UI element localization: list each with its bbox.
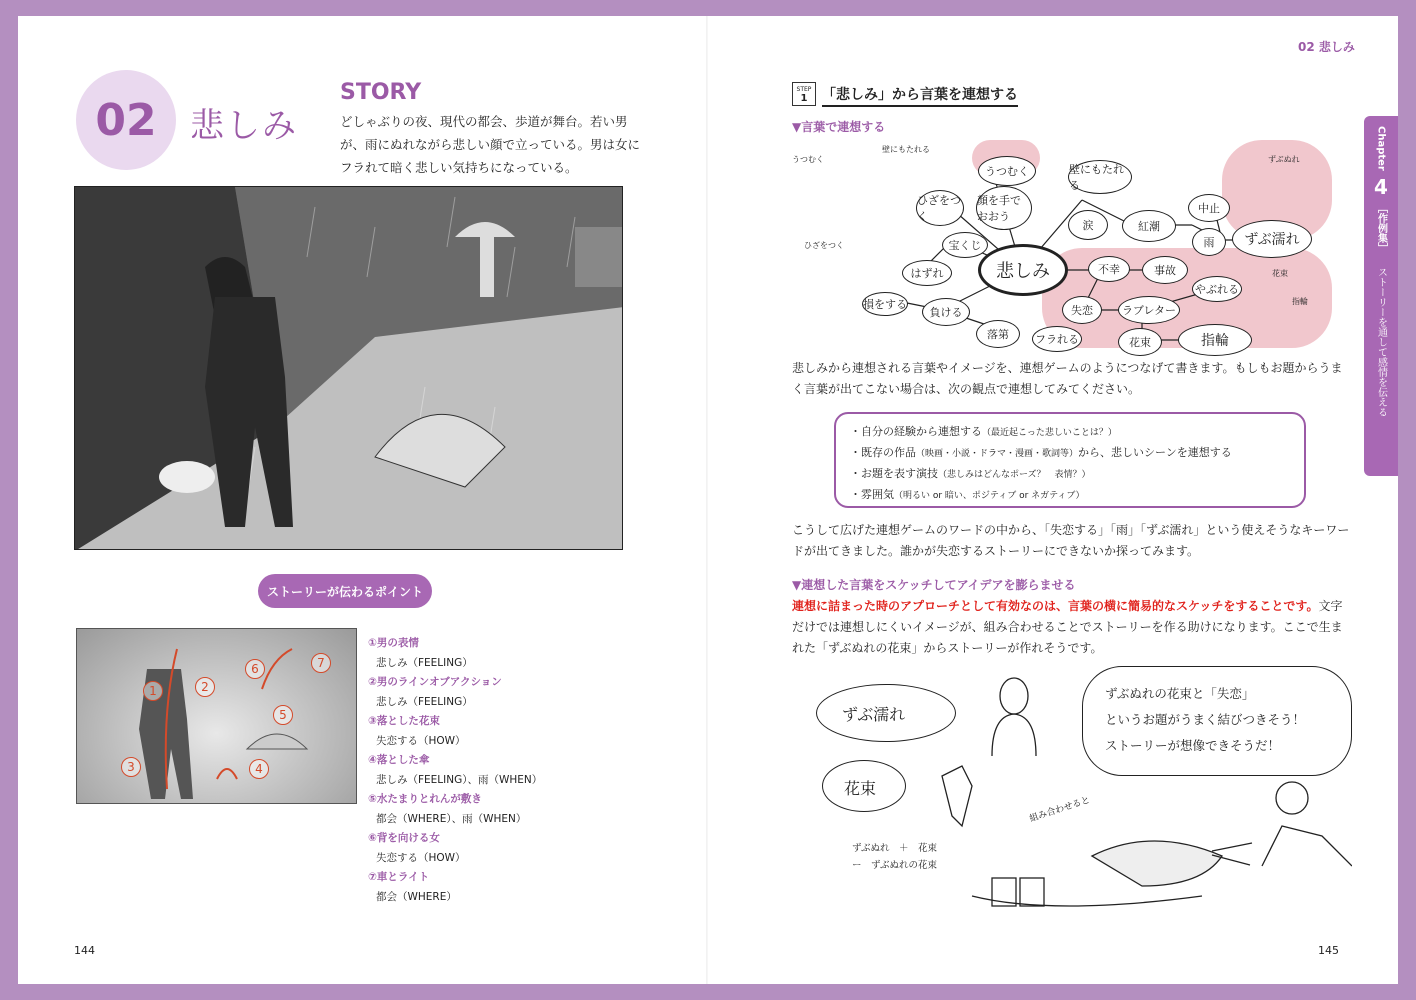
- sketch-note: 壁にもたれる: [882, 145, 930, 154]
- sketch-word-1: ずぶ濡れ: [842, 705, 906, 724]
- right-page: [708, 16, 1398, 984]
- sketch-word-2: 花束: [844, 779, 877, 798]
- paragraph-2: こうして広げた連想ゲームのワードの中から、「失恋する」「雨」「ずぶ濡れ」という使えそうなキーワードが出てきました。誰かが失恋するストーリーにできないか探ってみます。: [792, 523, 1350, 558]
- page-number: 145: [1318, 944, 1339, 957]
- point-heading: ②男のラインオブアクション: [368, 676, 502, 688]
- mind-map-word: 指輪: [1178, 324, 1252, 356]
- point-value: 都会（WHERE）: [376, 890, 457, 903]
- paragraph-1: 悲しみから連想される言葉やイメージを、連想ゲームのようにつなげて書きます。もしもお題からうまく言葉が出てこない場合は、次の観点で連想してみてください。: [792, 361, 1343, 396]
- story-label: STORY: [340, 80, 422, 105]
- point-value: 都会（WHERE）、雨（WHEN）: [376, 812, 527, 825]
- main-illustration: [74, 186, 623, 550]
- running-header: 02 悲しみ: [1298, 40, 1355, 54]
- sketch-note: うつむく: [792, 155, 824, 164]
- story-points-list: [368, 634, 568, 907]
- point-heading: ⑥背を向ける女: [368, 832, 440, 844]
- sketch-note: ひざをつく: [804, 241, 844, 250]
- sketch-note: 花束: [1272, 269, 1288, 278]
- mind-map-word: 宝くじ: [942, 232, 988, 258]
- speech-bubble: [1082, 666, 1352, 776]
- rain-scene-drawing: [75, 187, 623, 550]
- subheading-sketch: ▼連想した言葉をスケッチしてアイデアを膨らませる: [792, 578, 1076, 592]
- page-number: 144: [74, 944, 95, 957]
- mind-map-word: 壁にもたれる: [1068, 160, 1132, 194]
- mind-map-word: 雨: [1192, 228, 1226, 256]
- sketch-note: ずぶぬれ: [1268, 155, 1300, 164]
- sketch-note: 指輪: [1292, 297, 1308, 306]
- annotated-thumbnail: [76, 628, 357, 804]
- mind-map-word: うつむく: [978, 156, 1036, 186]
- mind-map-word: 紅潮: [1122, 210, 1176, 242]
- marker-4: 4: [249, 759, 269, 779]
- mind-map-center: 悲しみ: [978, 244, 1068, 296]
- mind-map-word: 負ける: [922, 298, 970, 326]
- speech-line: ずぶぬれの花束と「失恋」: [1105, 686, 1255, 701]
- tip-item: ・お題を表す演技（悲しみはどんなポーズ？ 表情？）: [850, 467, 1091, 480]
- point-value: 失恋する（HOW）: [376, 851, 466, 864]
- story-text: どしゃぶりの夜、現代の都会、歩道が舞台。若い男が、雨にぬれながら悲しい顔で立っている。男は女にフラれて暗く悲しい気持ちになっている。: [340, 114, 641, 175]
- chapter-number-badge: 02: [76, 70, 176, 170]
- marker-5: 5: [273, 705, 293, 725]
- sketch-area: [792, 666, 1352, 936]
- mind-map-word: 花束: [1118, 328, 1162, 356]
- marker-1: 1: [143, 681, 163, 701]
- point-value: 悲しみ（FEELING）、雨（WHEN）: [376, 773, 543, 786]
- mind-map-word: 失恋: [1062, 296, 1102, 324]
- point-heading: ④落とした傘: [368, 754, 430, 766]
- step-box: [792, 82, 816, 106]
- chapter-number: 4: [1374, 174, 1388, 199]
- step-label: STEP: [796, 86, 812, 93]
- step-number: 1: [800, 93, 808, 104]
- left-page: [18, 16, 708, 984]
- subheading-association: ▼言葉で連想する: [792, 120, 886, 134]
- mind-map-word: ひざをつく: [916, 190, 964, 226]
- mind-map-word: 落第: [976, 320, 1020, 348]
- point-value: 悲しみ（FEELING）: [376, 656, 473, 669]
- mind-map-word: 不幸: [1088, 256, 1130, 282]
- paragraph-3: [792, 596, 1352, 659]
- chapter-tab: [1364, 116, 1398, 476]
- equation-line-1: ずぶぬれ ＋ 花束: [852, 843, 938, 854]
- paragraph-3-emphasis: 連想に詰まった時のアプローチとして有効なのは、言葉の横に簡易的なスケッチをすることです。: [792, 599, 1319, 613]
- mind-map-word: 事故: [1142, 256, 1188, 284]
- mind-map-word: やぶれる: [1192, 276, 1242, 302]
- speech-line: というお題がうまく結びつきそう！: [1105, 712, 1306, 727]
- marker-6: 6: [245, 659, 265, 679]
- chapter-sub: ［作例集］: [1375, 202, 1387, 253]
- chapter-desc: ストーリーを通して感情を伝える: [1375, 266, 1387, 417]
- page-title: 悲しみ: [190, 106, 298, 146]
- chapter-word: Chapter: [1375, 126, 1387, 171]
- association-tips-box: [834, 412, 1306, 508]
- equation-line-2: ー ずぶぬれの花束: [852, 860, 938, 871]
- marker-2: 2: [195, 677, 215, 697]
- point-heading: ①男の表情: [368, 637, 419, 649]
- step-title: 「悲しみ」から言葉を連想する: [822, 84, 1018, 107]
- mind-map-word: 涙: [1068, 210, 1108, 240]
- tip-item: ・雰囲気（明るい or 暗い、ポジティブ or ネガティブ）: [850, 488, 1085, 501]
- mind-map-word: はずれ: [902, 260, 952, 286]
- tip-item: ・自分の経験から連想する（最近起こった悲しいことは？）: [850, 425, 1117, 438]
- combine-note: 組み合わせると: [1028, 795, 1092, 825]
- speech-line: ストーリーが想像できそうだ！: [1105, 738, 1281, 753]
- mind-map-word: 中止: [1188, 194, 1230, 222]
- point-value: 悲しみ（FEELING）: [376, 695, 473, 708]
- mind-map-word: 顔を手でおおう: [976, 186, 1032, 230]
- tip-item: ・既存の作品（映画・小説・ドラマ・漫画・歌詞等）から、悲しいシーンを連想する: [850, 446, 1232, 459]
- point-heading: ⑦車とライト: [368, 871, 430, 883]
- mind-map-word: ずぶ濡れ: [1232, 220, 1312, 258]
- mind-map-word: フラれる: [1032, 326, 1082, 352]
- combination-equation: [852, 840, 937, 874]
- marker-3: 3: [121, 757, 141, 777]
- paragraph-3-rest: 文字だけでは連想しにくいイメージが、組み合わせることでストーリーを作る助けになります。ここで生まれた「ずぶぬれの花束」からストーリーが作れそうです。: [792, 599, 1343, 655]
- story-points-pill: ストーリーが伝わるポイント: [258, 574, 432, 608]
- mind-map-word: ラブレター: [1118, 296, 1180, 324]
- point-heading: ⑤水たまりとれんが敷き: [368, 793, 482, 805]
- mind-map: [792, 140, 1332, 360]
- mind-map-word: 損をする: [862, 292, 908, 316]
- point-heading: ③落とした花束: [368, 715, 440, 727]
- marker-7: 7: [311, 653, 331, 673]
- point-value: 失恋する（HOW）: [376, 734, 466, 747]
